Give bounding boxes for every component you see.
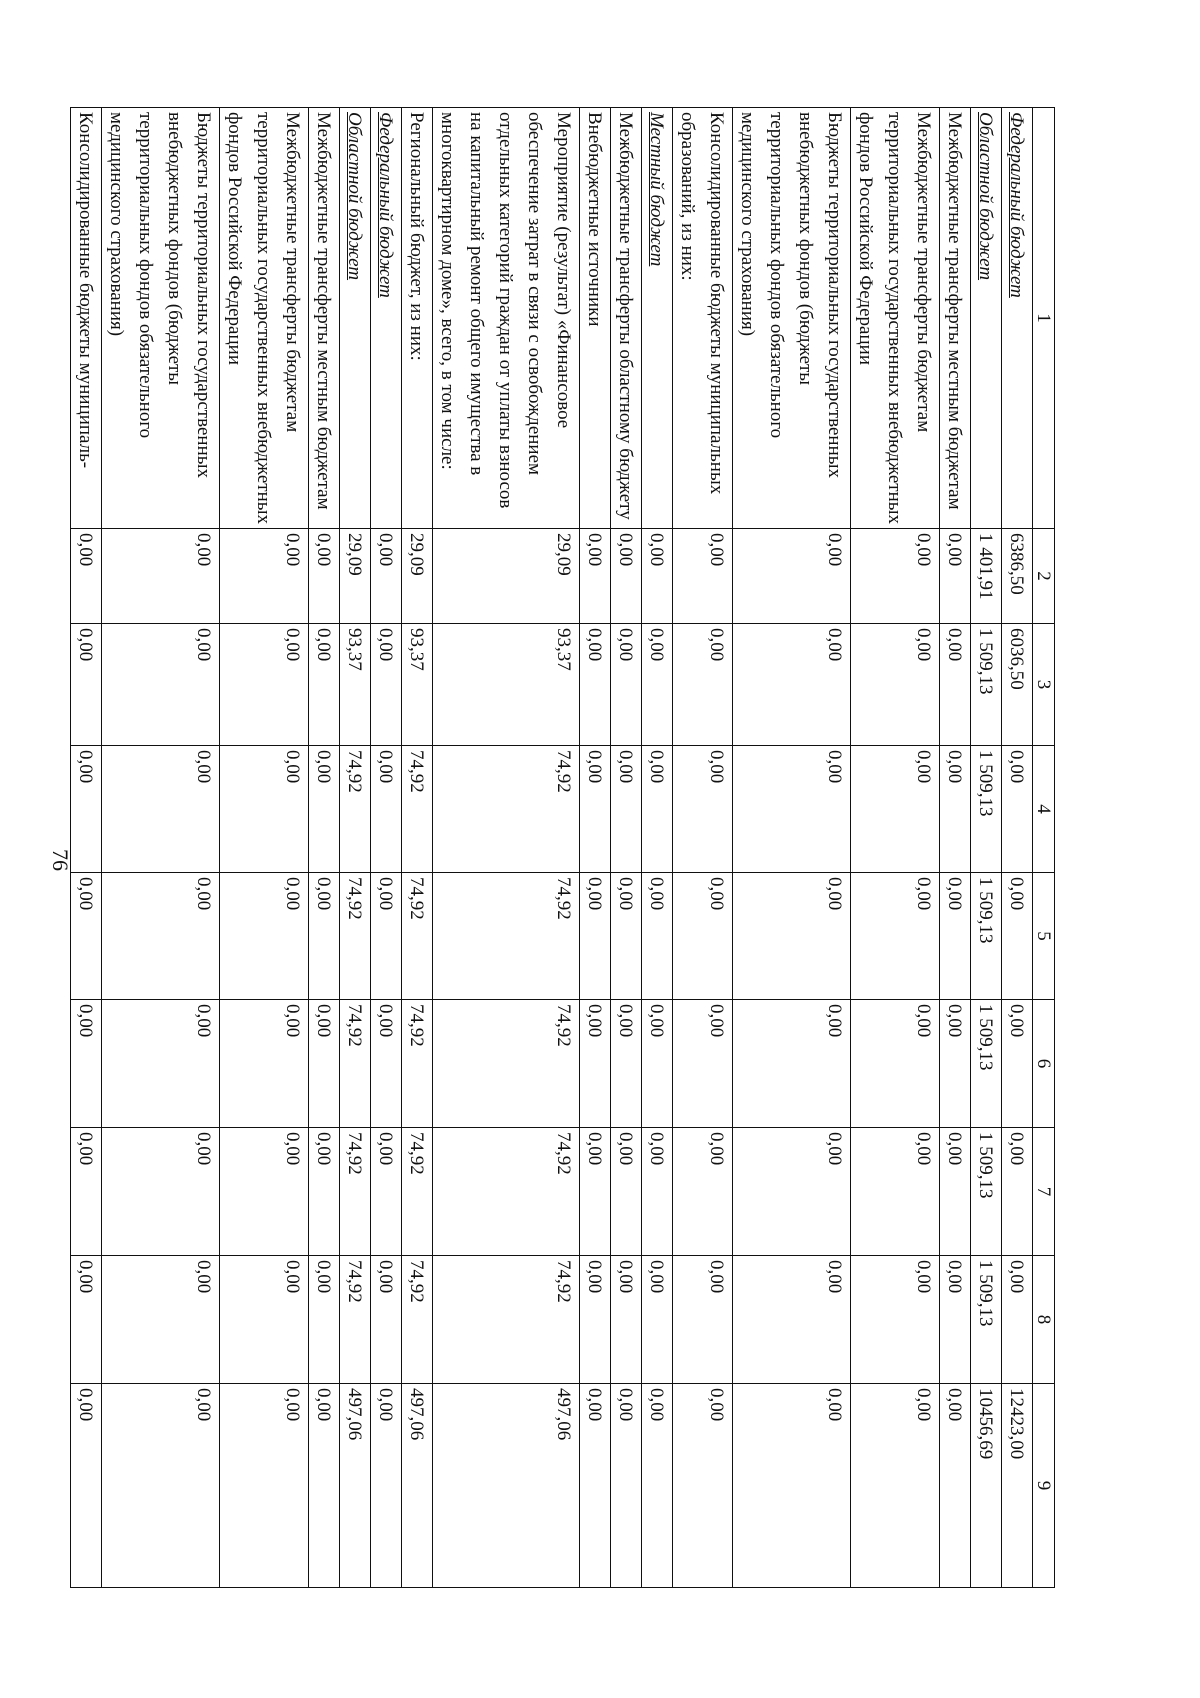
table-row: [309, 108, 340, 1588]
table-cell: 0,00: [673, 1256, 733, 1384]
table-cell: 0,00: [309, 1256, 340, 1384]
table-cell: 0,00: [611, 1384, 642, 1588]
table-cell: 0,00: [851, 624, 940, 746]
table-cell: 29,09: [340, 529, 371, 624]
table-cell: 0,00: [580, 746, 611, 873]
table-cell: 93,37: [402, 624, 433, 746]
table-cell: 0,00: [851, 1000, 940, 1128]
table-cell: 0,00: [673, 1128, 733, 1256]
table-cell: 0,00: [371, 1384, 402, 1588]
table-cell: 1 401,91: [971, 529, 1002, 624]
table-cell: 0,00: [673, 873, 733, 1000]
table-cell: 0,00: [71, 1000, 102, 1128]
table-cell: 0,00: [580, 1000, 611, 1128]
table-cell: 0,00: [673, 529, 733, 624]
table-cell: 0,00: [71, 746, 102, 873]
row-label: Областной бюджет: [340, 108, 371, 529]
row-label: Консолидированные бюджеты муниципальных образований, из них:: [673, 108, 733, 529]
table-cell: 0,00: [940, 1000, 971, 1128]
table-cell: 1 509,13: [971, 873, 1002, 1000]
table-cell: 0,00: [673, 746, 733, 873]
table-cell: 0,00: [851, 1128, 940, 1256]
column-header: 4: [1033, 746, 1055, 873]
table-cell: 0,00: [102, 1256, 220, 1384]
row-label: Областной бюджет: [971, 108, 1002, 529]
table-cell: 0,00: [580, 529, 611, 624]
table-cell: 0,00: [371, 1000, 402, 1128]
table-cell: 0,00: [733, 873, 851, 1000]
table-cell: 0,00: [642, 1256, 673, 1384]
table-cell: 74,92: [433, 873, 580, 1000]
table-cell: 93,37: [433, 624, 580, 746]
table-cell: 0,00: [220, 1384, 309, 1588]
table-cell: 0,00: [940, 1128, 971, 1256]
table-cell: 12423,00: [1002, 1384, 1033, 1588]
table-row: [851, 108, 940, 1588]
row-label: Федеральный бюджет: [1002, 108, 1033, 529]
table-cell: 0,00: [733, 1128, 851, 1256]
table-cell: 0,00: [580, 873, 611, 1000]
table-cell: 0,00: [220, 624, 309, 746]
column-header: 3: [1033, 624, 1055, 746]
table-cell: 1 509,13: [971, 1000, 1002, 1128]
table-row: [673, 108, 733, 1588]
table-cell: 0,00: [940, 624, 971, 746]
table-cell: 0,00: [733, 529, 851, 624]
table-cell: 0,00: [1002, 873, 1033, 1000]
table-cell: 0,00: [611, 746, 642, 873]
table-cell: 0,00: [102, 873, 220, 1000]
table-cell: 497,06: [340, 1384, 371, 1588]
table-cell: 0,00: [1002, 746, 1033, 873]
table-row: [940, 108, 971, 1588]
table-cell: 74,92: [402, 873, 433, 1000]
table-cell: 0,00: [940, 746, 971, 873]
row-label: Межбюджетные трансферты местным бюджетам: [309, 108, 340, 529]
row-label: Мероприятие (результат) «Финансовое обеспечение затрат в связи с освобождением отдельных категорий граждан от уплаты взносов на капитальный ремонт общего имущества в многоквартирном доме», всего, в том числе:: [433, 108, 580, 529]
table-cell: 0,00: [102, 1384, 220, 1588]
table-cell: 0,00: [642, 746, 673, 873]
table-cell: 74,92: [402, 1000, 433, 1128]
table-cell: 0,00: [371, 529, 402, 624]
column-header: 9: [1033, 1384, 1055, 1588]
table-cell: 0,00: [642, 624, 673, 746]
table-cell: 0,00: [580, 1256, 611, 1384]
table-cell: 0,00: [673, 624, 733, 746]
table-row: [733, 108, 851, 1588]
table-cell: 0,00: [642, 1000, 673, 1128]
table-cell: 0,00: [940, 1384, 971, 1588]
table-cell: 0,00: [371, 1128, 402, 1256]
table-cell: 0,00: [309, 529, 340, 624]
row-label: Бюджеты территориальных государственных внебюджетных фондов (бюджеты территориальных фондов обязательного медицинского страхования): [733, 108, 851, 529]
table-cell: 0,00: [220, 873, 309, 1000]
table-cell: 1 509,13: [971, 746, 1002, 873]
table-cell: 0,00: [102, 624, 220, 746]
table-cell: 0,00: [220, 746, 309, 873]
table-cell: 1 509,13: [971, 1256, 1002, 1384]
table-cell: 0,00: [733, 746, 851, 873]
table-cell: 1 509,13: [971, 624, 1002, 746]
table-cell: 497,06: [402, 1384, 433, 1588]
table-cell: 74,92: [433, 1128, 580, 1256]
row-label: Межбюджетные трансферты бюджетам территориальных государственных внебюджетных фондов Российской Федерации: [220, 108, 309, 529]
row-label: Местный бюджет: [642, 108, 673, 529]
table-cell: 0,00: [1002, 1000, 1033, 1128]
column-header: 8: [1033, 1256, 1055, 1384]
table-cell: 0,00: [71, 529, 102, 624]
row-label: Федеральный бюджет: [371, 108, 402, 529]
table-cell: 0,00: [309, 1128, 340, 1256]
column-header: 6: [1033, 1000, 1055, 1128]
table-cell: 0,00: [940, 873, 971, 1000]
column-header: 7: [1033, 1128, 1055, 1256]
column-header: 5: [1033, 873, 1055, 1000]
table-cell: 0,00: [102, 1000, 220, 1128]
row-label: Консолидированные бюджеты муниципаль-: [71, 108, 102, 529]
row-label: Региональный бюджет, из них:: [402, 108, 433, 529]
table-cell: 0,00: [851, 1384, 940, 1588]
table-cell: 29,09: [433, 529, 580, 624]
table-cell: 0,00: [851, 529, 940, 624]
table-cell: 0,00: [580, 624, 611, 746]
table-cell: 0,00: [611, 529, 642, 624]
table-cell: 29,09: [402, 529, 433, 624]
table-cell: 74,92: [340, 1256, 371, 1384]
table-cell: 0,00: [580, 1128, 611, 1256]
page-number: 76: [48, 849, 73, 871]
table-cell: 0,00: [580, 1384, 611, 1588]
table-cell: 74,92: [433, 1000, 580, 1128]
column-header: 1: [1033, 108, 1055, 529]
table-cell: 0,00: [642, 529, 673, 624]
table-cell: 0,00: [673, 1000, 733, 1128]
table-cell: 0,00: [611, 1256, 642, 1384]
table-cell: 0,00: [220, 529, 309, 624]
table-cell: 0,00: [733, 1384, 851, 1588]
row-label: Межбюджетные трансферты бюджетам территориальных государственных внебюджетных фондов Российской Федерации: [851, 108, 940, 529]
table-cell: 74,92: [340, 1128, 371, 1256]
table-cell: 0,00: [611, 873, 642, 1000]
table-cell: 0,00: [220, 1000, 309, 1128]
table-cell: 74,92: [340, 746, 371, 873]
table-cell: 0,00: [102, 746, 220, 873]
table-cell: 74,92: [402, 1256, 433, 1384]
table-cell: 0,00: [1002, 1256, 1033, 1384]
table-cell: 0,00: [309, 1384, 340, 1588]
column-header: 2: [1033, 529, 1055, 624]
table-cell: 0,00: [851, 746, 940, 873]
table-row: [71, 108, 102, 1588]
table-cell: 1 509,13: [971, 1128, 1002, 1256]
table-cell: 0,00: [642, 873, 673, 1000]
table-cell: 6036,50: [1002, 624, 1033, 746]
table-cell: 0,00: [940, 1256, 971, 1384]
table-row: [611, 108, 642, 1588]
table-cell: 74,92: [340, 873, 371, 1000]
table-cell: 0,00: [309, 1000, 340, 1128]
table-cell: 74,92: [402, 1128, 433, 1256]
budget-table: [70, 107, 1055, 1588]
table-row: [371, 108, 402, 1588]
table-cell: 0,00: [309, 624, 340, 746]
table-row: [580, 108, 611, 1588]
table-row: [971, 108, 1002, 1588]
table-cell: 0,00: [611, 1128, 642, 1256]
table-cell: 0,00: [371, 746, 402, 873]
table-cell: 0,00: [102, 529, 220, 624]
table-row: [642, 108, 673, 1588]
table-cell: 0,00: [940, 529, 971, 624]
table-cell: 0,00: [851, 873, 940, 1000]
table-row: [402, 108, 433, 1588]
table-cell: 74,92: [433, 1256, 580, 1384]
header-row: [1033, 108, 1055, 1588]
table-cell: 6386,50: [1002, 529, 1033, 624]
table-cell: 497,06: [433, 1384, 580, 1588]
table-cell: 0,00: [371, 624, 402, 746]
table-cell: 0,00: [611, 1000, 642, 1128]
table-cell: 93,37: [340, 624, 371, 746]
table-cell: 0,00: [371, 873, 402, 1000]
table-cell: 0,00: [371, 1256, 402, 1384]
table-cell: 0,00: [733, 624, 851, 746]
table-cell: 0,00: [642, 1384, 673, 1588]
table-row: [102, 108, 220, 1588]
table-row: [340, 108, 371, 1588]
row-label: Бюджеты территориальных государственных внебюджетных фондов (бюджеты территориальных фондов обязательного медицинского страхования): [102, 108, 220, 529]
table-cell: 74,92: [402, 746, 433, 873]
table-cell: 0,00: [220, 1128, 309, 1256]
table-cell: 0,00: [733, 1000, 851, 1128]
table-cell: 0,00: [71, 624, 102, 746]
table-cell: 0,00: [309, 746, 340, 873]
table-cell: 0,00: [851, 1256, 940, 1384]
row-label: Межбюджетные трансферты областному бюджету: [611, 108, 642, 529]
table-cell: 0,00: [1002, 1128, 1033, 1256]
row-label: Межбюджетные трансферты местным бюджетам: [940, 108, 971, 529]
table-cell: 0,00: [642, 1128, 673, 1256]
table-cell: 0,00: [71, 873, 102, 1000]
budget-table-rotated: [75, 107, 1055, 1587]
table-cell: 0,00: [220, 1256, 309, 1384]
table-cell: 0,00: [71, 1256, 102, 1384]
table-cell: 0,00: [71, 1128, 102, 1256]
table-row: [433, 108, 580, 1588]
table-cell: 10456,69: [971, 1384, 1002, 1588]
table-row: [1002, 108, 1033, 1588]
table-body: [71, 108, 1033, 1588]
table-cell: 0,00: [611, 624, 642, 746]
table-cell: 0,00: [71, 1384, 102, 1588]
table-row: [220, 108, 309, 1588]
table-cell: 0,00: [673, 1384, 733, 1588]
table-cell: 0,00: [102, 1128, 220, 1256]
table-cell: 74,92: [433, 746, 580, 873]
table-cell: 74,92: [340, 1000, 371, 1128]
row-label: Внебюджетные источники: [580, 108, 611, 529]
table-cell: 0,00: [309, 873, 340, 1000]
table-cell: 0,00: [733, 1256, 851, 1384]
